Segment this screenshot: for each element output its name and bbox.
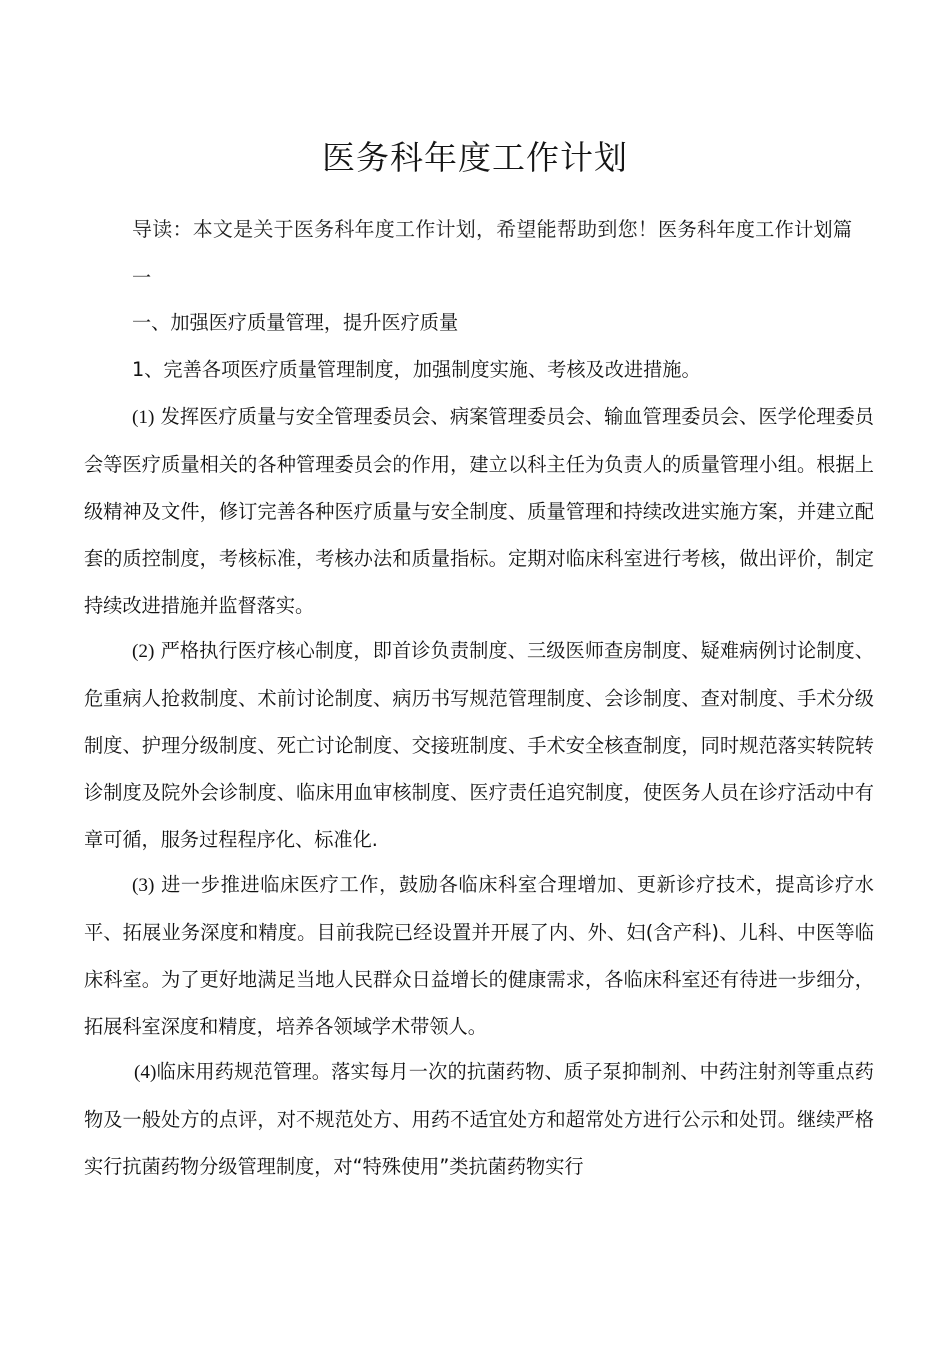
paragraph-3-number: (3)	[132, 875, 155, 896]
list-item-1: 1、完善各项医疗质量管理制度，加强制度实施、考核及改进措施。	[132, 358, 701, 381]
intro-rest: 医务科年度工作计划篇一	[132, 218, 853, 289]
paragraph-2-text: 严格执行医疗核心制度，即首诊负责制度、三级医师查房制度、疑难病例讨论制度、危重病人抢救制度、术前讨论制度、病历书写规范管理制度、会诊制度、查对制度、手术分级制度、护理分级制度、死亡讨论制度、交接班制度、手术安全核查制度，同时规范落实转院转诊制度及院外会诊制度、临床用血审核制度、医疗责任追究制度，使医务人员在诊疗活动中有章可循，服务过程程序化、标准化.	[84, 639, 874, 851]
paragraph-1-text: 发挥医疗质量与安全管理委员会、病案管理委员会、输血管理委员会、医学伦理委员会等医疗质量相关的各种管理委员会的作用，建立以科主任为负责人的质量管理小组。根据上级精神及文件，修订完善各种医疗质量与安全制度、质量管理和持续改进实施方案，并建立配套的质控制度，考核标准，考核办法和质量指标。定期对临床科室进行考核，做出评价，制定持续改进措施并监督落实。	[84, 405, 874, 617]
paragraph-1	[84, 393, 874, 629]
paragraph-4-text: 临床用药规范管理。落实每月一次的抗菌药物、质子泵抑制剂、中药注射剂等重点药物及一般处方的点评，对不规范处方、用药不适宜处方和超常处方进行公示和处罚。继续严格实行抗菌药物分级管理制度，对“特殊使用”类抗菌药物实行	[84, 1060, 874, 1178]
paragraph-1-number: (1)	[132, 407, 155, 428]
paragraph-3-text: 进一步推进临床医疗工作，鼓励各临床科室合理增加、更新诊疗技术，提高诊疗水平、拓展业务深度和精度。目前我院已经设置并开展了内、外、妇(含产科)、儿科、中医等临床科室。为了更好地满足当地人民群众日益增长的健康需求，各临床科室还有待进一步细分，拓展科室深度和精度，培养各领域学术带领人。	[84, 873, 874, 1038]
paragraph-3	[84, 861, 874, 1050]
section-heading: 一、加强医疗质量管理，提升医疗质量	[132, 311, 459, 334]
document-title: 医务科年度工作计划	[322, 138, 628, 177]
paragraph-4-number: (4)	[134, 1062, 157, 1083]
paragraph-2-number: (2)	[132, 641, 155, 662]
paragraph-2	[84, 627, 874, 863]
intro-paragraph	[132, 206, 852, 301]
paragraph-4	[84, 1048, 874, 1190]
intro-lead: 导读：本文是关于医务科年度工作计划，希望能帮助到您！	[132, 219, 659, 241]
